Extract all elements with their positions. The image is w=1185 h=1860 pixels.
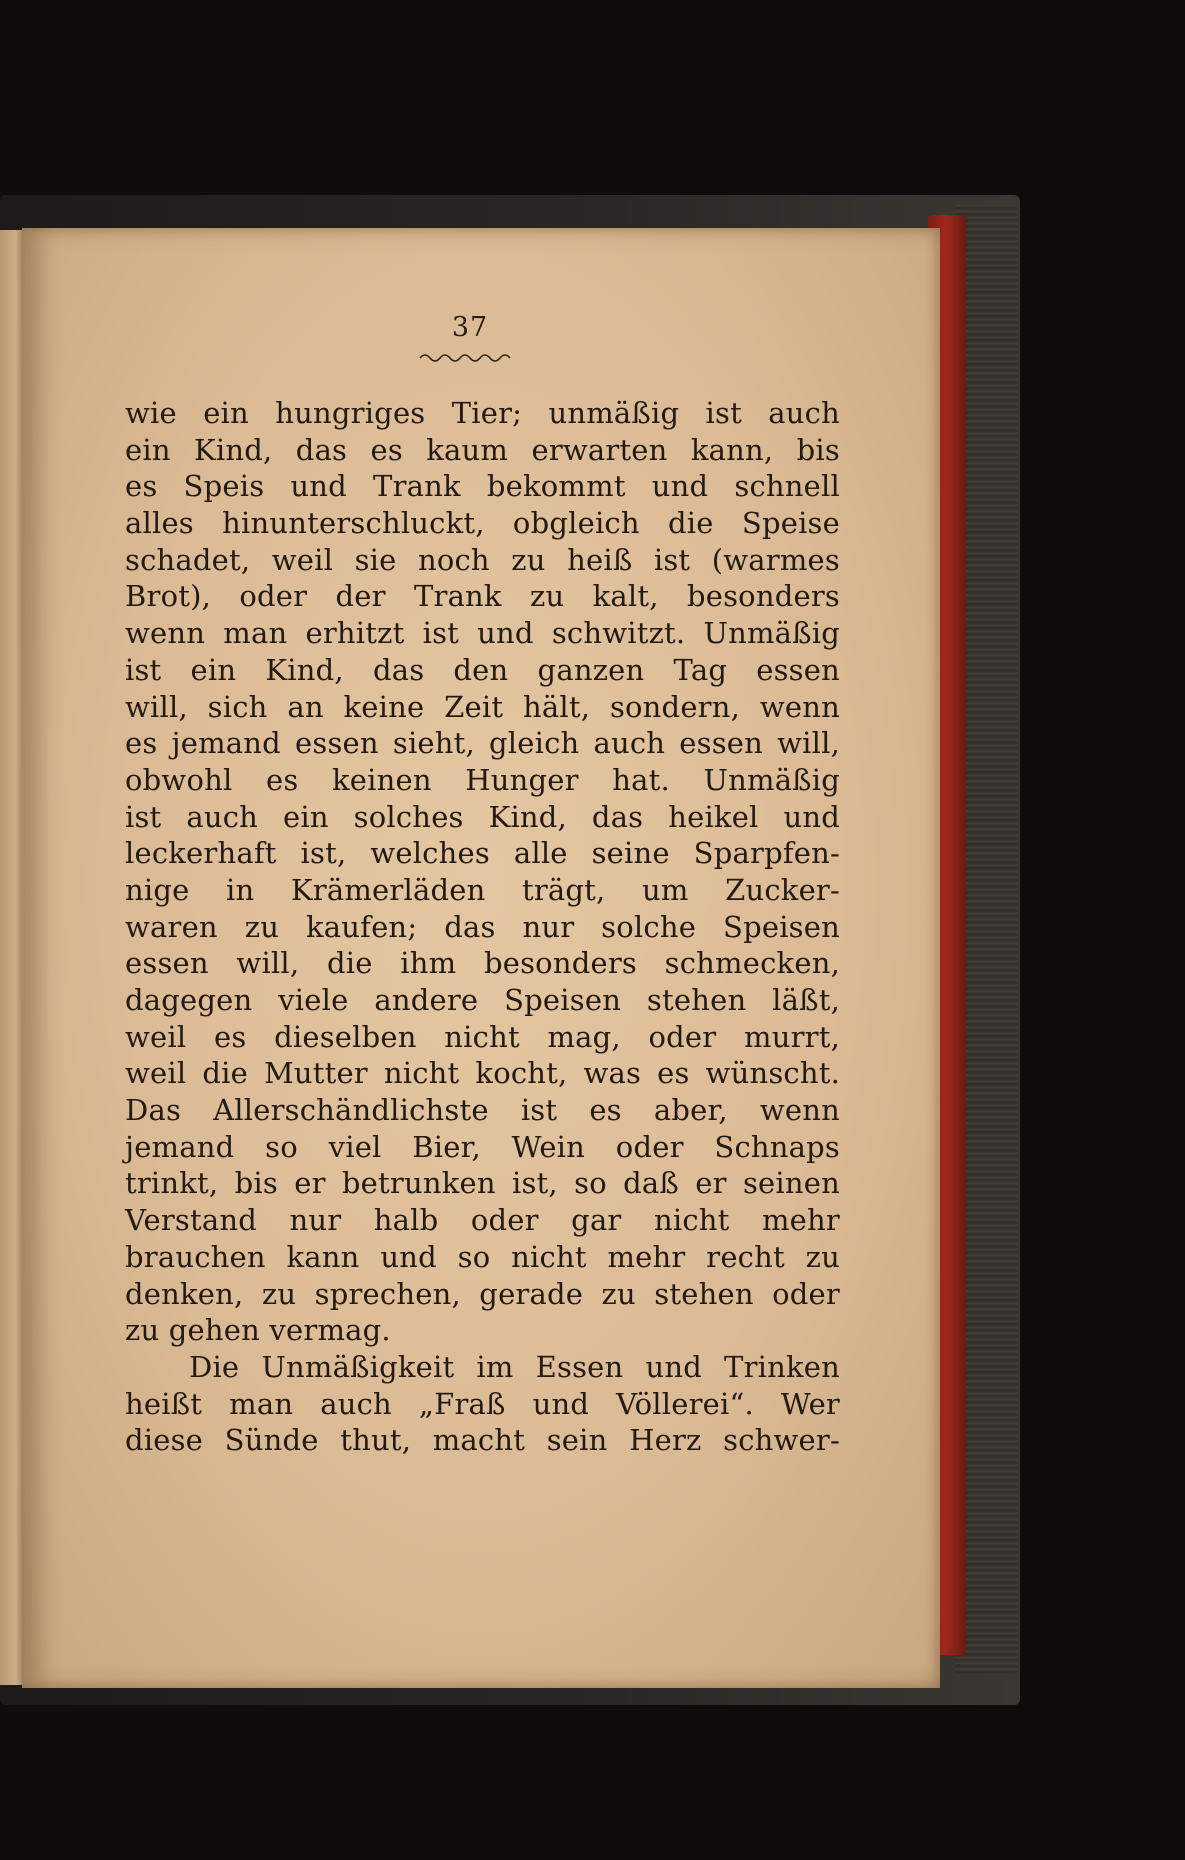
text-line: ist ein Kind, das den ganzen Tag essen bbox=[125, 652, 840, 687]
text-line: zu gehen vermag. bbox=[125, 1313, 391, 1348]
text-line: essen will, die ihm besonders schmecken, bbox=[125, 946, 840, 981]
text-line: diese Sünde thut, macht sein Herz schwer- bbox=[125, 1423, 840, 1458]
text-line: waren zu kaufen; das nur solche Speisen bbox=[125, 909, 840, 944]
text-line: Brot), oder der Trank zu kalt, besonders bbox=[125, 579, 840, 614]
wavy-ornament bbox=[418, 350, 513, 364]
body-text bbox=[125, 395, 840, 1459]
text-line: weil es dieselben nicht mag, oder murrt, bbox=[125, 1019, 840, 1054]
text-line: ist auch ein solches Kind, das heikel und bbox=[125, 799, 840, 834]
left-page-sliver bbox=[0, 230, 22, 1685]
text-line: dagegen viele andere Speisen stehen läßt, bbox=[125, 983, 840, 1017]
text-line: trinkt, bis er betrunken ist, so daß er seinen bbox=[125, 1166, 840, 1201]
text-line: Das Allerschändlichste ist es aber, wenn bbox=[125, 1093, 840, 1128]
text-line: Die Unmäßigkeit im Essen und Trinken bbox=[189, 1349, 840, 1384]
text-line: Verstand nur halb oder gar nicht mehr bbox=[125, 1203, 840, 1238]
page-number: 37 bbox=[451, 312, 489, 343]
text-line: obwohl es keinen Hunger hat. Unmäßig bbox=[125, 762, 840, 797]
text-line: weil die Mutter nicht kocht, was es wünscht. bbox=[125, 1056, 840, 1091]
text-line: wie ein hungriges Tier; unmäßig ist auch bbox=[125, 396, 840, 430]
text-line: will, sich an keine Zeit hält, sondern, wenn bbox=[125, 689, 840, 724]
text-line: brauchen kann und so nicht mehr recht zu bbox=[125, 1239, 840, 1274]
text-line: wenn man erhitzt ist und schwitzt. Unmäßig bbox=[125, 616, 840, 651]
text-line: nige in Krämerläden trägt, um Zucker- bbox=[125, 872, 840, 907]
text-line: es jemand essen sieht, gleich auch essen will, bbox=[125, 726, 840, 761]
text-line: heißt man auch „Fraß und Völlerei“. Wer bbox=[125, 1386, 840, 1421]
text-line: es Speis und Trank bekommt und schnell bbox=[125, 469, 840, 504]
text-line: alles hinunterschluckt, obgleich die Speise bbox=[125, 506, 840, 541]
text-line: denken, zu sprechen, gerade zu stehen oder bbox=[125, 1276, 840, 1311]
text-line: jemand so viel Bier, Wein oder Schnaps bbox=[125, 1129, 840, 1164]
text-line: ein Kind, das es kaum erwarten kann, bis bbox=[125, 432, 840, 467]
text-line: schadet, weil sie noch zu heiß ist (warmes bbox=[125, 542, 840, 577]
text-line: leckerhaft ist, welches alle seine Sparpfen- bbox=[125, 836, 840, 871]
